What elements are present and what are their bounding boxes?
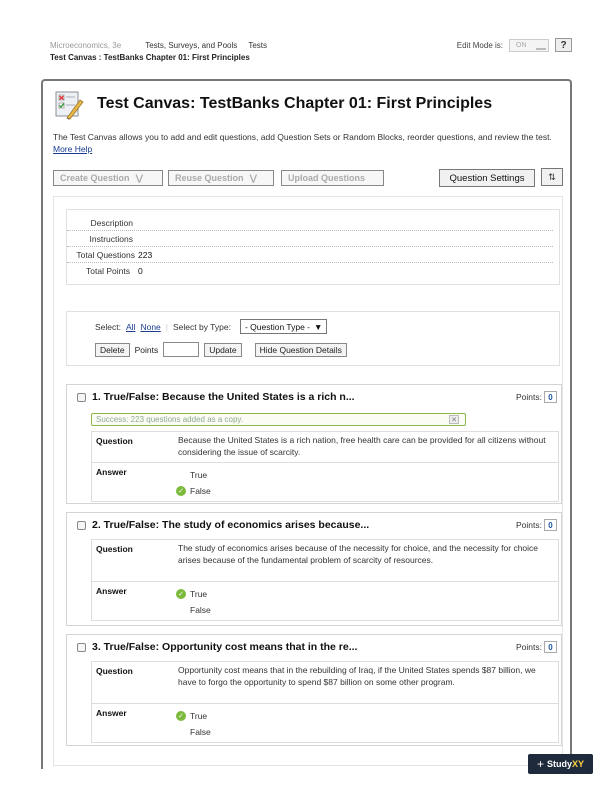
page-header <box>53 88 492 120</box>
studyxy-watermark: + Study XY <box>528 754 593 774</box>
question-text: Opportunity cost means that in the rebuilding of Iraq, if the United States spends $87 billion, we have to forgo the opportunity to spend $87 billion on some other program. <box>178 665 536 687</box>
question-text: Because the United States is a rich nation, free health care can be provided for all citizens without considering the issue of scarcity. <box>178 435 546 457</box>
reuse-question-button[interactable]: Reuse Question ⋁ <box>168 170 274 186</box>
question-text: The study of economics arises because of the necessity for choice, and the necessity for choice arises because of the fundamental problem of scarcity of resources. <box>178 543 539 565</box>
toolbar <box>53 168 563 190</box>
breadcrumb <box>50 41 276 50</box>
question-row: Question Because the United States is a rich nation, free health care can be provided for all citizens without considering the issue of scarcity. <box>92 432 558 463</box>
question-card-1 <box>66 384 562 504</box>
breadcrumb-course[interactable]: Microeconomics, 3e <box>50 41 122 50</box>
answer-option: ✓ True <box>176 710 558 722</box>
answer-option: ✓ False <box>176 485 558 497</box>
points-value[interactable]: 0 <box>544 641 557 653</box>
question-title[interactable]: 1. True/False: Because the United States is a rich n... <box>92 391 355 403</box>
delete-button[interactable]: Delete <box>95 343 130 357</box>
points-value[interactable]: 0 <box>544 391 557 403</box>
question-details <box>91 539 559 621</box>
question-title[interactable]: 2. True/False: The study of economics arises because... <box>92 519 370 531</box>
question-points: Points: 0 <box>516 641 557 653</box>
question-checkbox[interactable] <box>77 393 86 402</box>
answer-row: Answer ✓ True False <box>92 704 558 742</box>
update-button[interactable]: Update <box>204 343 241 357</box>
hide-question-details-button[interactable]: Hide Question Details <box>255 343 347 357</box>
close-icon[interactable]: ✕ <box>449 415 459 424</box>
info-description: Description <box>67 215 553 231</box>
edit-mode-toggle[interactable]: ON <box>509 39 549 52</box>
points-input[interactable] <box>163 342 199 357</box>
selection-controls <box>66 311 560 366</box>
select-by-type-label: Select by Type: <box>173 321 231 332</box>
question-points: Points: 0 <box>516 519 557 531</box>
points-label: Points <box>134 344 159 355</box>
question-points: Points: 0 <box>516 391 557 403</box>
info-instructions: Instructions <box>67 231 553 247</box>
select-all-link[interactable]: All <box>126 321 136 332</box>
correct-check-icon: ✓ <box>176 589 186 599</box>
info-total-points: Total Points 0 <box>86 266 143 276</box>
edit-mode-label: Edit Mode is: <box>456 40 503 50</box>
question-settings-button[interactable]: Question Settings <box>439 169 535 187</box>
edit-mode <box>457 38 572 52</box>
question-row: Question Opportunity cost means that in the rebuilding of Iraq, if the United States spends $87 billion, we have to forgo the opportunity to spend $87 billion on some other program. <box>92 662 558 704</box>
question-row: Question The study of economics arises because of the necessity for choice, and the necessity for choice arises because of the fundamental problem of scarcity of resources. <box>92 540 558 582</box>
create-question-button[interactable]: Create Question ⋁ <box>53 170 163 186</box>
question-card-3 <box>66 634 562 746</box>
chevron-down-icon: ⋁ <box>249 172 258 183</box>
question-checkbox[interactable] <box>77 521 86 530</box>
correct-check-icon: ✓ <box>176 486 186 496</box>
breadcrumb-page[interactable]: Tests <box>248 41 268 50</box>
answer-option: ✓ True <box>176 588 558 600</box>
breadcrumb-section[interactable]: Tests, Surveys, and Pools <box>145 41 238 50</box>
upload-questions-button[interactable]: Upload Questions <box>281 170 384 186</box>
test-info <box>66 209 560 285</box>
chevron-down-icon: ▼ <box>314 321 323 332</box>
sort-icon[interactable]: ⇅ <box>541 168 563 186</box>
intro-text <box>53 131 553 155</box>
answer-row: Answer ✓ True False <box>92 582 558 620</box>
more-help-link[interactable]: More Help <box>53 144 93 154</box>
plus-icon: + <box>536 757 544 771</box>
question-details <box>91 661 559 743</box>
help-button[interactable]: ? <box>555 38 572 52</box>
breadcrumb-current: Test Canvas : TestBanks Chapter 01: First Principles <box>50 53 250 62</box>
question-details <box>91 431 559 502</box>
page-title: Test Canvas: TestBanks Chapter 01: First Principles <box>97 95 493 112</box>
answer-row: Answer True ✓ False <box>92 463 558 501</box>
correct-check-icon: ✓ <box>176 711 186 721</box>
question-card-2 <box>66 512 562 626</box>
points-value[interactable]: 0 <box>544 519 557 531</box>
answer-option: False <box>190 727 211 737</box>
question-title[interactable]: 3. True/False: Opportunity cost means that in the re... <box>92 641 358 653</box>
divider: | <box>165 321 168 332</box>
info-total-questions: Total Questions 223 <box>67 247 553 263</box>
select-label: Select: <box>95 321 121 332</box>
select-none-link[interactable]: None <box>140 321 161 332</box>
intro-description: The Test Canvas allows you to add and edit questions, add Question Sets or Random Blocks, reorder questions, and review the test. <box>53 132 552 142</box>
answer-option: False <box>190 605 211 615</box>
question-checkbox[interactable] <box>77 643 86 652</box>
chevron-down-icon: ⋁ <box>135 172 144 183</box>
success-message: Success: 223 questions added as a copy. ✕ <box>91 413 466 426</box>
test-canvas-icon <box>53 88 85 120</box>
question-type-select[interactable]: - Question Type - ▼ <box>240 319 327 334</box>
answer-option: True <box>190 470 208 480</box>
